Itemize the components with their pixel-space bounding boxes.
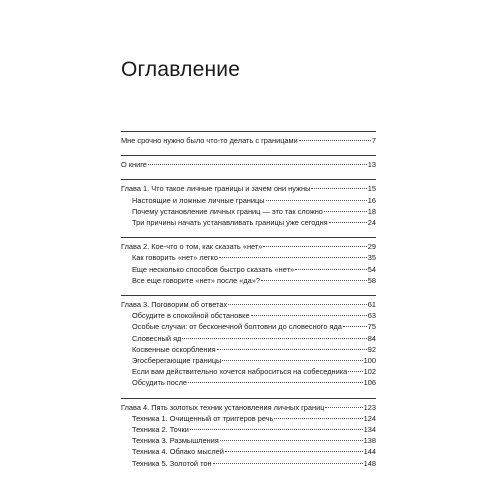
dot-leader <box>219 257 367 258</box>
toc-entry-title: Обсудите в спокойной обстановке <box>132 311 250 321</box>
dot-leader <box>188 382 363 383</box>
toc-entry <box>121 299 376 310</box>
toc-page-number: 63 <box>367 311 376 321</box>
toc-entry-title: Особые случаи: от бесконечной болтовни до словесного яда <box>132 322 342 332</box>
toc-page-number: 35 <box>367 253 376 263</box>
toc-page-number: 92 <box>367 344 376 354</box>
dot-leader <box>348 371 362 372</box>
toc-page-number: 148 <box>363 458 376 468</box>
dot-leader <box>274 418 362 419</box>
toc-subentry <box>121 424 376 435</box>
toc-subentry <box>121 195 376 206</box>
toc-page-number: 75 <box>367 322 376 332</box>
toc-page-number: 18 <box>367 206 376 216</box>
dot-leader <box>311 188 366 189</box>
toc-entry-title: Глава 1. Что такое личные границы и зачем они нужны <box>121 184 311 194</box>
toc-section <box>121 179 376 228</box>
toc-entry-title: Глава 4. Пять золотых техник установления личных границ <box>121 402 325 412</box>
dot-leader <box>220 440 363 441</box>
dot-leader <box>263 246 366 247</box>
toc-page-number: 138 <box>363 436 376 446</box>
toc-subentry <box>121 310 376 321</box>
toc-page-number: 84 <box>367 333 376 343</box>
toc-section <box>121 398 376 469</box>
dot-leader <box>251 315 367 316</box>
toc-entry-title: Косвенные оскорбления <box>132 344 216 354</box>
toc-entry-title: Словесный яд <box>132 333 182 343</box>
dot-leader <box>295 269 367 270</box>
toc-section <box>121 131 376 146</box>
dot-leader <box>222 360 362 361</box>
toc-entry <box>121 183 376 194</box>
toc-section <box>121 155 376 170</box>
toc-page-number: 106 <box>363 378 376 388</box>
toc-page-number: 13 <box>367 160 376 170</box>
toc-page-number: 124 <box>363 413 376 423</box>
toc-page-number: 29 <box>367 242 376 252</box>
dot-leader <box>324 211 367 212</box>
toc-page-number: 16 <box>367 195 376 205</box>
toc-page-number: 15 <box>367 184 376 194</box>
toc-entry-title: Техника 3. Размышления <box>132 436 219 446</box>
toc-subentry <box>121 366 376 377</box>
toc-entry-title: Все еще говорите «нет» после «да»? <box>132 275 261 285</box>
toc-subentry <box>121 333 376 344</box>
toc-entry-title: Глава 3. Поговорим об ответах <box>121 300 228 310</box>
toc-page-number: 61 <box>367 300 376 310</box>
dot-leader <box>217 349 367 350</box>
toc-page-number: 102 <box>363 367 376 377</box>
toc-page-number: 24 <box>367 218 376 228</box>
toc-entry-title: Как говорить «нет» легко <box>132 253 218 263</box>
toc-subentry <box>121 458 376 469</box>
dot-leader <box>266 200 367 201</box>
toc-entry-title: Эгосберегающие границы <box>132 356 222 366</box>
toc-page-number: 100 <box>363 356 376 366</box>
toc-entry-title: Техника 5. Золотой тон <box>132 458 212 468</box>
toc-subentry <box>121 344 376 355</box>
toc-subentry <box>121 217 376 228</box>
toc-subentry <box>121 264 376 275</box>
toc-entry-title: О книге <box>121 160 147 170</box>
dot-leader <box>228 304 367 305</box>
toc-entry-title: Глава 2. Кое-что о том, как сказать «нет» <box>121 242 263 252</box>
dot-leader <box>225 451 363 452</box>
toc-entry <box>121 241 376 252</box>
toc-subentry <box>121 413 376 424</box>
dot-leader <box>329 222 367 223</box>
toc-subentry <box>121 435 376 446</box>
toc-entry-title: Техника 4. Облако мыслей <box>132 447 224 457</box>
dot-leader <box>182 338 366 339</box>
dot-leader <box>299 140 371 141</box>
toc-entry-title: Обсудить после <box>132 378 188 388</box>
toc-subentry <box>121 446 376 457</box>
toc-subentry <box>121 321 376 332</box>
toc-entry-title: Три причины начать устанавливать границы уже сегодня <box>132 218 328 228</box>
toc-page-number: 54 <box>367 264 376 274</box>
dot-leader <box>325 407 362 408</box>
toc-entry <box>121 159 376 170</box>
dot-leader <box>190 429 363 430</box>
toc-entry-title: Если вам действительно хочется наброситься на собеседника <box>132 367 348 377</box>
toc-subentry <box>121 355 376 366</box>
toc-entry <box>121 135 376 146</box>
toc-entry-title: Почему установление личных границ — это так сложно <box>132 206 323 216</box>
toc-subentry <box>121 377 376 388</box>
toc-entry-title: Настоящие и ложные личные границы <box>132 195 265 205</box>
dot-leader <box>213 463 363 464</box>
toc-page-number: 144 <box>363 447 376 457</box>
toc-page-number: 7 <box>371 136 376 145</box>
toc-page-number: 134 <box>363 425 376 435</box>
toc-entry-title: Техника 2. Точки <box>132 425 189 435</box>
toc-section <box>121 237 376 286</box>
dot-leader <box>343 326 367 327</box>
toc-entry-title: Мне срочно нужно было что-то делать с границами <box>121 136 298 145</box>
dot-leader <box>261 280 367 281</box>
toc-section <box>121 295 376 389</box>
dot-leader <box>148 164 367 165</box>
page-title: Оглавление <box>121 58 241 81</box>
toc-subentry <box>121 252 376 263</box>
toc-entry-title: Техника 1. Очищенный от триггеров речь <box>132 413 274 423</box>
table-of-contents <box>121 131 376 478</box>
toc-entry <box>121 402 376 413</box>
toc-page-number: 58 <box>367 275 376 285</box>
toc-subentry <box>121 206 376 217</box>
toc-subentry <box>121 275 376 286</box>
toc-page-number: 123 <box>363 402 376 412</box>
toc-entry-title: Еще несколько способов быстро сказать «нет» <box>132 264 295 274</box>
